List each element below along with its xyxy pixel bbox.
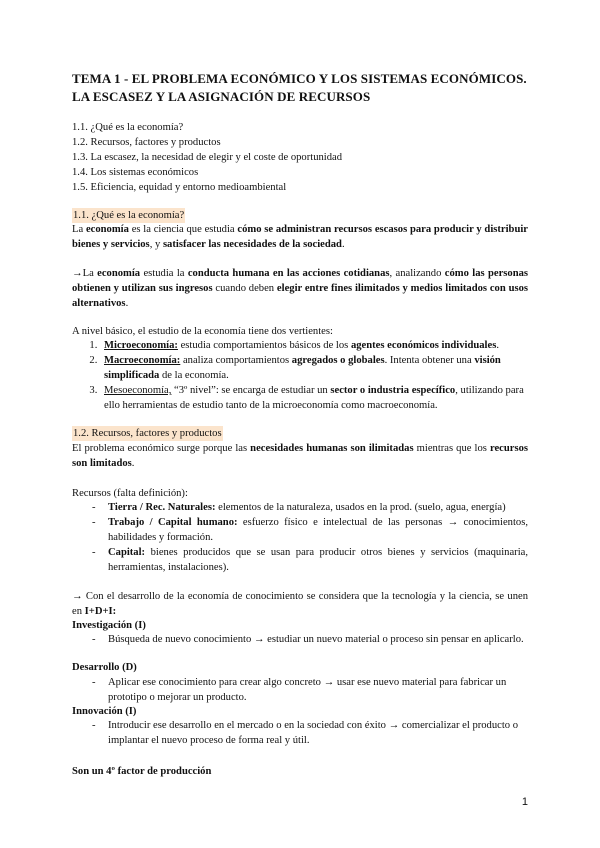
list-item: 1. Microeconomía: estudia comportamientos básicos de los agentes económicos individuales. [100,338,528,353]
investigacion-title: Investigación (I) [72,620,146,631]
section-1-1-paragraph-3: A nivel básico, el estudio de la economía tiene dos vertientes: [72,326,333,337]
toc-item: 1.1. ¿Qué es la economía? [72,122,184,133]
list-item: - Trabajo / Capital humano: esfuerzo físico e intelectual de las personas → conocimientos, habilidades y formación. [72,515,528,545]
toc-item: 1.2. Recursos, factores y productos [72,137,221,148]
list-item: - Introducir ese desarrollo en el mercado o en la sociedad con éxito → comercializar el producto o implantar el nuevo proceso de forma real y útil. [72,718,528,748]
investigacion-list [72,632,528,647]
section-1-2-paragraph-1: El problema económico surge porque las necesidades humanas son ilimitadas mientras que los recursos son limitados. [72,443,528,469]
list-item: - Aplicar ese conocimiento para crear algo concreto → usar ese nuevo material para fabricar un prototipo o mejorar un producto. [72,675,528,705]
resources-list [72,500,528,575]
desarrollo-list [72,675,528,705]
list-item: 3. Mesoeconomía, “3º nivel”: se encarga de estudiar un sector o industria específico, utilizando para ello herramientas de estudio tanto de la microeconomía como macroeconomía. [100,383,528,413]
closing-statement: Son un 4º factor de producción [72,766,212,777]
innovacion-title: Innovación (I) [72,706,137,717]
innovacion-list [72,718,528,748]
idi-paragraph: → Con el desarrollo de la economía de conocimiento se considera que la tecnología y la ciencia, se unen en I+D+I: [72,591,528,617]
list-item: 2. Macroeconomía: analiza comportamientos agregados o globales. Intenta obtener una visión simplificada de la economía. [100,353,528,383]
page-title: TEMA 1 - EL PROBLEMA ECONÓMICO Y LOS SISTEMAS ECONÓMICOS. LA ESCASEZ Y LA ASIGNACIÓN DE RECURSOS [72,71,527,104]
section-1-1-heading [72,208,528,223]
list-item: - Tierra / Rec. Naturales: elementos de la naturaleza, usados en la prod. (suelo, agua, energía) [72,500,528,515]
desarrollo-title: Desarrollo (D) [72,662,137,673]
table-of-contents [72,120,532,195]
section-1-1-paragraph-2: →La economía estudia la conducta humana en las acciones cotidianas, analizando cómo las personas obtienen y utilizan sus ingresos cuando deben elegir entre fines ilimitados y medios limitados con usos alternativos. [72,268,529,309]
section-1-2-heading [72,426,528,441]
toc-item: 1.4. Los sistemas económicos [72,167,199,178]
section-heading: 1.2. Recursos, factores y productos [73,428,222,439]
list-item: - Capital: bienes producidos que se usan para producir otros bienes y servicios (maquinaria, herramientas, instalaciones). [72,545,528,575]
section-1-1-paragraph-1: La economía es la ciencia que estudia cómo se administran recursos escasos para producir y distribuir bienes y servicios, y satisfacer las necesidades de la sociedad. [72,224,528,250]
page-number: 1 [521,796,528,808]
toc-item: 1.5. Eficiencia, equidad y entorno medioambiental [72,182,287,193]
toc-item: 1.3. La escasez, la necesidad de elegir y el coste de oportunidad [72,152,343,163]
resources-label: Recursos (falta definición): [72,488,188,499]
section-heading: 1.1. ¿Qué es la economía? [73,210,185,221]
economics-branches-list [72,338,528,413]
list-item: - Búsqueda de nuevo conocimiento → estudiar un nuevo material o proceso sin pensar en aplicarlo. [72,632,528,647]
